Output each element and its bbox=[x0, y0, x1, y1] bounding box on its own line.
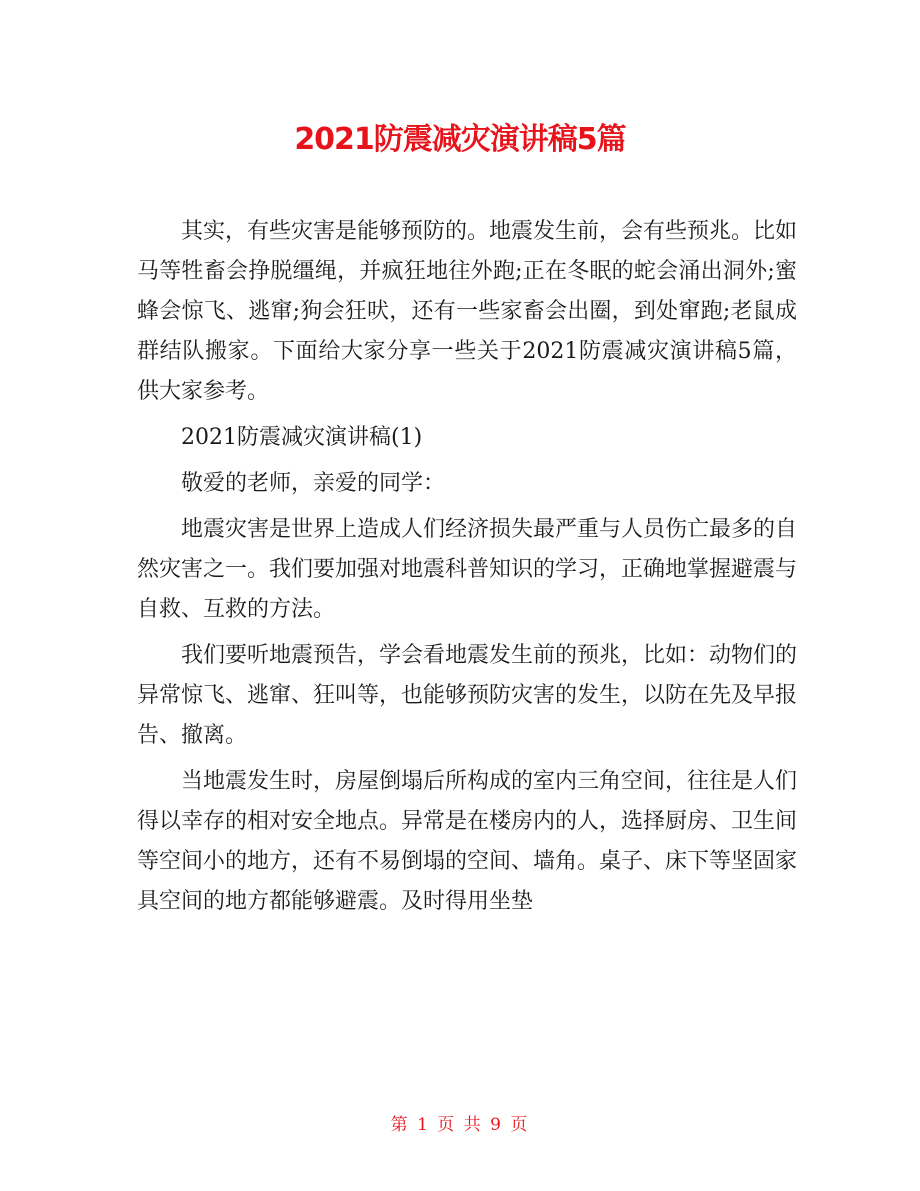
section-heading: 2021防震减灾演讲稿(1) bbox=[181, 425, 423, 450]
paragraph-greeting: 敬爱的老师，亲爱的同学： bbox=[181, 471, 446, 496]
paragraph-body: 地震灾害是世界上造成人们经济损失最严重与人员伤亡最多的自然灾害之一。我们要加强对地震科普知识的学习，正确地掌握避震与自救、互救的方法。 bbox=[137, 517, 798, 622]
paragraph-intro: 其实，有些灾害是能够预防的。地震发生前，会有些预兆。比如马等牲畜会挣脱缰绳，并疯狂地往外跑;正在冬眠的蛇会涌出洞外;蜜蜂会惊飞、逃窜;狗会狂吠，还有一些家畜会出圈，到处窜跑;老鼠成群结队搬家。下面给大家分享一些关于2021防震减灾演讲稿5篇，供大家参考。 bbox=[137, 219, 798, 404]
page-footer: 第 1 页 共 9 页 bbox=[390, 1115, 530, 1135]
document-title: 2021防震减灾演讲稿5篇 bbox=[294, 122, 626, 157]
paragraph-body: 当地震发生时，房屋倒塌后所构成的室内三角空间，往往是人们得以幸存的相对安全地点。异常是在楼房内的人，选择厨房、卫生间等空间小的地方，还有不易倒塌的空间、墙角。桌子、床下等坚固家具空间的地方都能够避震。及时得用坐垫 bbox=[137, 769, 798, 914]
document-body bbox=[137, 212, 797, 922]
paragraph-body: 我们要听地震预告，学会看地震发生前的预兆，比如：动物们的异常惊飞、逃窜、狂叫等，也能够预防灾害的发生，以防在先及早报告、撤离。 bbox=[137, 643, 798, 748]
